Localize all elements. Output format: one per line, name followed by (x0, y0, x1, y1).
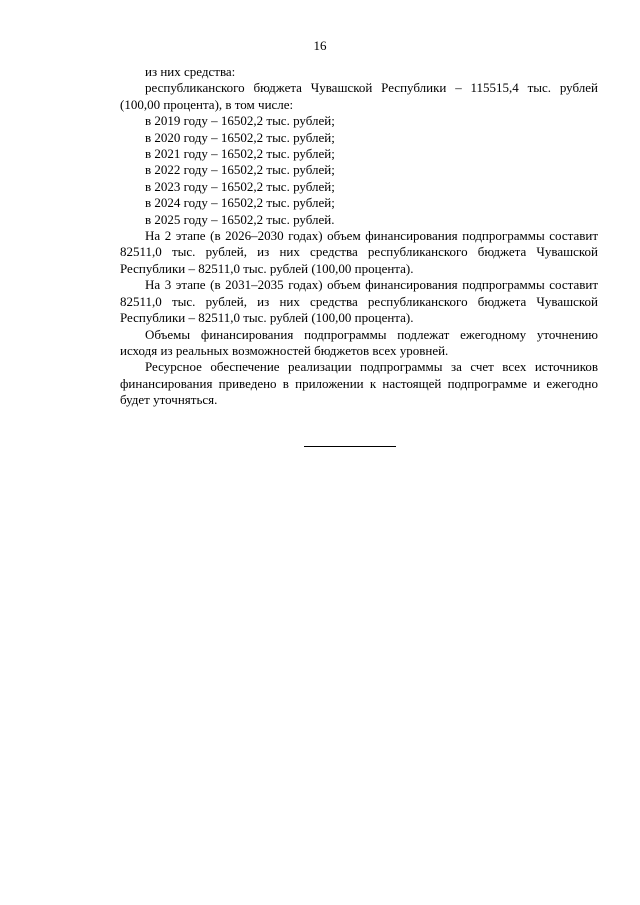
stage-2-paragraph: На 2 этапе (в 2026–2030 годах) объем финансирования подпрограммы составит 82511,0 тыс. рублей, из них средства республиканского бюджета Чувашской Республики – 82511,0 тыс. рублей (100,00 процента). (120, 228, 598, 276)
refinement-paragraph: Объемы финансирования подпрограммы подлежат ежегодному уточнению исходя из реальных возможностей бюджетов всех уровней. (120, 326, 598, 358)
year-line-2020: в 2020 году – 16502,2 тыс. рублей; (145, 129, 335, 145)
year-line-2023: в 2023 году – 16502,2 тыс. рублей; (145, 178, 335, 194)
budget-total-paragraph: республиканского бюджета Чувашской Республики – 115515,4 тыс. рублей (100,00 процента), в том числе: (120, 80, 598, 112)
document-body (120, 64, 598, 409)
intro-line: из них средства: (145, 64, 236, 79)
year-line-2019: в 2019 году – 16502,2 тыс. рублей; (145, 113, 335, 129)
stage-3-paragraph: На 3 этапе (в 2031–2035 годах) объем финансирования подпрограммы составит 82511,0 тыс. рублей, из них средства республиканского бюджета Чувашской Республики – 82511,0 тыс. рублей (100,00 процента). (120, 277, 598, 326)
end-separator-line (304, 446, 396, 447)
year-line-2022: в 2022 году – 16502,2 тыс. рублей; (145, 162, 335, 178)
year-line-2024: в 2024 году – 16502,2 тыс. рублей; (145, 195, 335, 211)
year-line-2025: в 2025 году – 16502,2 тыс. рублей. (145, 211, 335, 227)
resources-paragraph: Ресурсное обеспечение реализации подпрограммы за счет всех источников финансирования приведено в приложении к настоящей подпрограмме и ежегодно будет уточняться. (120, 359, 598, 408)
year-line-2021: в 2021 году – 16502,2 тыс. рублей; (145, 146, 335, 162)
page-number: 16 (313, 38, 327, 53)
